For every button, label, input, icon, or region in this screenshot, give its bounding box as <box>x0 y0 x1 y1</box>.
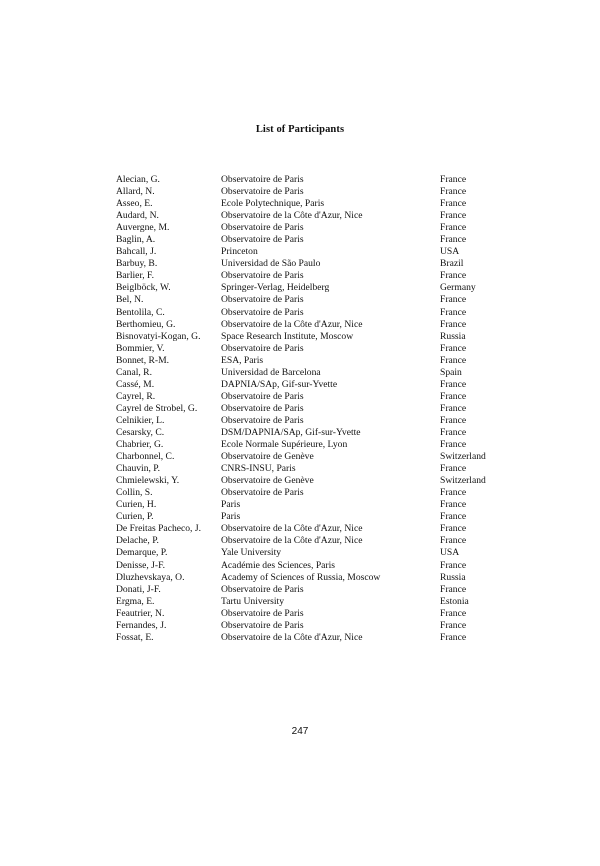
participant-row <box>116 415 496 427</box>
participant-institution: Observatoire de Paris <box>221 414 304 426</box>
participant-name: Donati, J-F. <box>116 583 161 595</box>
participant-institution: Observatoire de Paris <box>221 294 304 306</box>
participant-institution: DAPNIA/SAp, Gif-sur-Yvette <box>221 378 338 390</box>
participant-country: Switzerland <box>440 475 486 487</box>
participant-row <box>116 174 496 186</box>
participant-row <box>116 535 496 547</box>
participant-row <box>116 547 496 559</box>
participant-country: France <box>440 378 467 390</box>
participant-country: Brazil <box>440 258 464 270</box>
participant-country: Estonia <box>440 595 469 607</box>
participant-name: Cassé, M. <box>116 378 155 390</box>
participant-institution: Observatoire de Paris <box>221 619 304 631</box>
participant-name: Allard, N. <box>116 186 155 198</box>
participant-country: France <box>440 463 467 475</box>
participant-row <box>116 246 496 258</box>
participant-row <box>116 487 496 499</box>
participant-name: Chauvin, P. <box>116 463 160 475</box>
participant-institution: Ecole Polytechnique, Paris <box>221 198 325 210</box>
participant-name: Bisnovatyi-Kogan, G. <box>116 330 201 342</box>
participant-name: Asseo, E. <box>116 198 153 210</box>
participant-country: France <box>440 426 467 438</box>
participant-name: Canal, R. <box>116 366 152 378</box>
participant-name: Denisse, J-F. <box>116 559 166 571</box>
participant-institution: Universidad de Barcelona <box>221 366 321 378</box>
participant-name: Bonnet, R-M. <box>116 354 170 366</box>
participant-institution: Observatoire de Paris <box>221 222 304 234</box>
participant-row <box>116 222 496 234</box>
participant-row <box>116 560 496 572</box>
participant-institution: Observatoire de la Côte d'Azur, Nice <box>221 318 363 330</box>
participant-institution: Observatoire de Paris <box>221 607 304 619</box>
participant-row <box>116 439 496 451</box>
participant-country: France <box>440 354 467 366</box>
participant-country: France <box>440 523 467 535</box>
participant-institution: Académie des Sciences, Paris <box>221 559 336 571</box>
participant-row <box>116 391 496 403</box>
participant-country: France <box>440 607 467 619</box>
participant-country: France <box>440 186 467 198</box>
participant-country: France <box>440 619 467 631</box>
participant-institution: Observatoire de la Côte d'Azur, Nice <box>221 631 363 643</box>
participant-country: France <box>440 210 467 222</box>
participant-institution: Space Research Institute, Moscow <box>221 330 354 342</box>
participant-country: France <box>440 499 467 511</box>
participants-list <box>116 174 496 644</box>
participant-row <box>116 451 496 463</box>
participant-row <box>116 198 496 210</box>
participant-institution: Observatoire de Paris <box>221 234 304 246</box>
participant-name: Fossat, E. <box>116 631 154 643</box>
participant-country: France <box>440 318 467 330</box>
participant-institution: Observatoire de Paris <box>221 390 304 402</box>
participant-name: Dluzhevskaya, O. <box>116 571 185 583</box>
participant-name: Fernandes, J. <box>116 619 167 631</box>
participant-institution: DSM/DAPNIA/SAp, Gif-sur-Yvette <box>221 426 361 438</box>
participant-row <box>116 343 496 355</box>
participant-institution: Observatoire de Paris <box>221 402 304 414</box>
participant-row <box>116 331 496 343</box>
participant-institution: Observatoire de Paris <box>221 342 304 354</box>
participant-country: France <box>440 174 467 185</box>
participant-institution: Observatoire de Genève <box>221 475 314 487</box>
participant-row <box>116 319 496 331</box>
participant-country: France <box>440 390 467 402</box>
participant-row <box>116 234 496 246</box>
participant-institution: Observatoire de Paris <box>221 270 304 282</box>
participant-name: Alecian, G. <box>116 174 160 185</box>
participant-country: France <box>440 342 467 354</box>
participant-name: Curien, P. <box>116 511 154 523</box>
participant-institution: Universidad de São Paulo <box>221 258 321 270</box>
participant-row <box>116 294 496 306</box>
participant-row <box>116 572 496 584</box>
participant-row <box>116 608 496 620</box>
participant-country: France <box>440 222 467 234</box>
participant-country: France <box>440 583 467 595</box>
participant-row <box>116 499 496 511</box>
participant-name: Celnikier, L. <box>116 414 165 426</box>
participant-country: Switzerland <box>440 451 486 463</box>
participant-institution: Observatoire de Paris <box>221 186 304 198</box>
participant-country: France <box>440 402 467 414</box>
participant-row <box>116 403 496 415</box>
participant-name: Ergma, E. <box>116 595 155 607</box>
participant-name: Bommier, V. <box>116 342 165 354</box>
participant-name: Barlier, F. <box>116 270 155 282</box>
participant-institution: Observatoire de Paris <box>221 174 304 185</box>
participant-row <box>116 632 496 644</box>
participant-institution: CNRS-INSU, Paris <box>221 463 296 475</box>
participant-country: USA <box>440 547 460 559</box>
page-title: List of Participants <box>255 124 345 135</box>
participant-institution: Observatoire de la Côte d'Azur, Nice <box>221 535 363 547</box>
participant-institution: Princeton <box>221 246 258 258</box>
participant-row <box>116 367 496 379</box>
participant-name: Audard, N. <box>116 210 159 222</box>
participant-institution: Springer-Verlag, Heidelberg <box>221 282 330 294</box>
participant-institution: Academy of Sciences of Russia, Moscow <box>221 571 381 583</box>
participant-country: France <box>440 270 467 282</box>
participant-name: Curien, H. <box>116 499 157 511</box>
participant-country: Russia <box>440 330 466 342</box>
participant-row <box>116 307 496 319</box>
participant-row <box>116 270 496 282</box>
participant-name: Bahcall, J. <box>116 246 157 258</box>
participant-country: Russia <box>440 571 466 583</box>
participant-row <box>116 463 496 475</box>
participant-row <box>116 282 496 294</box>
participant-name: Beiglböck, W. <box>116 282 171 294</box>
participant-country: France <box>440 414 467 426</box>
participant-row <box>116 427 496 439</box>
participant-name: Auvergne, M. <box>116 222 170 234</box>
participant-row <box>116 379 496 391</box>
participant-row <box>116 584 496 596</box>
participant-country: France <box>440 559 467 571</box>
participant-name: Chabrier, G. <box>116 439 164 451</box>
participant-row <box>116 355 496 367</box>
participant-country: Spain <box>440 366 462 378</box>
participant-institution: Paris <box>221 511 241 523</box>
participant-name: Bel, N. <box>116 294 144 306</box>
participant-name: Berthomieu, G. <box>116 318 176 330</box>
participant-name: De Freitas Pacheco, J. <box>116 523 201 535</box>
participant-institution: Observatoire de la Côte d'Azur, Nice <box>221 523 363 535</box>
participant-country: France <box>440 439 467 451</box>
participant-institution: Observatoire de Paris <box>221 487 304 499</box>
participant-country: France <box>440 511 467 523</box>
participant-country: France <box>440 234 467 246</box>
participant-institution: Observatoire de la Côte d'Azur, Nice <box>221 210 363 222</box>
participant-name: Chmielewski, Y. <box>116 475 180 487</box>
participant-institution: Observatoire de Paris <box>221 583 304 595</box>
participant-name: Collin, S. <box>116 487 153 499</box>
participant-row <box>116 511 496 523</box>
participant-institution: Tartu University <box>221 595 285 607</box>
participant-row <box>116 186 496 198</box>
participant-country: France <box>440 631 467 643</box>
participant-country: France <box>440 198 467 210</box>
participant-name: Baglin, A. <box>116 234 156 246</box>
participant-institution: Paris <box>221 499 241 511</box>
participant-name: Barbuy, B. <box>116 258 158 270</box>
participant-row <box>116 620 496 632</box>
participant-name: Cayrel, R. <box>116 390 156 402</box>
participant-name: Demarque, P. <box>116 547 168 559</box>
participant-row <box>116 523 496 535</box>
page-number: 247 <box>291 726 309 737</box>
participant-institution: Yale University <box>221 547 282 559</box>
participant-name: Charbonnel, C. <box>116 451 175 463</box>
participant-country: USA <box>440 246 460 258</box>
participant-row <box>116 596 496 608</box>
participant-country: France <box>440 306 467 318</box>
participant-row <box>116 258 496 270</box>
participant-country: France <box>440 487 467 499</box>
participant-name: Bentolila, C. <box>116 306 165 318</box>
participant-name: Feautrier, N. <box>116 607 165 619</box>
participant-name: Cayrel de Strobel, G. <box>116 402 198 414</box>
participant-country: France <box>440 294 467 306</box>
participant-institution: Observatoire de Paris <box>221 306 304 318</box>
participant-institution: ESA, Paris <box>221 354 264 366</box>
participant-country: France <box>440 535 467 547</box>
participant-institution: Ecole Normale Supérieure, Lyon <box>221 439 348 451</box>
participant-row <box>116 475 496 487</box>
participant-row <box>116 210 496 222</box>
participant-name: Delache, P. <box>116 535 159 547</box>
participant-country: Germany <box>440 282 476 294</box>
participant-name: Cesarsky, C. <box>116 426 165 438</box>
participant-institution: Observatoire de Genève <box>221 451 314 463</box>
